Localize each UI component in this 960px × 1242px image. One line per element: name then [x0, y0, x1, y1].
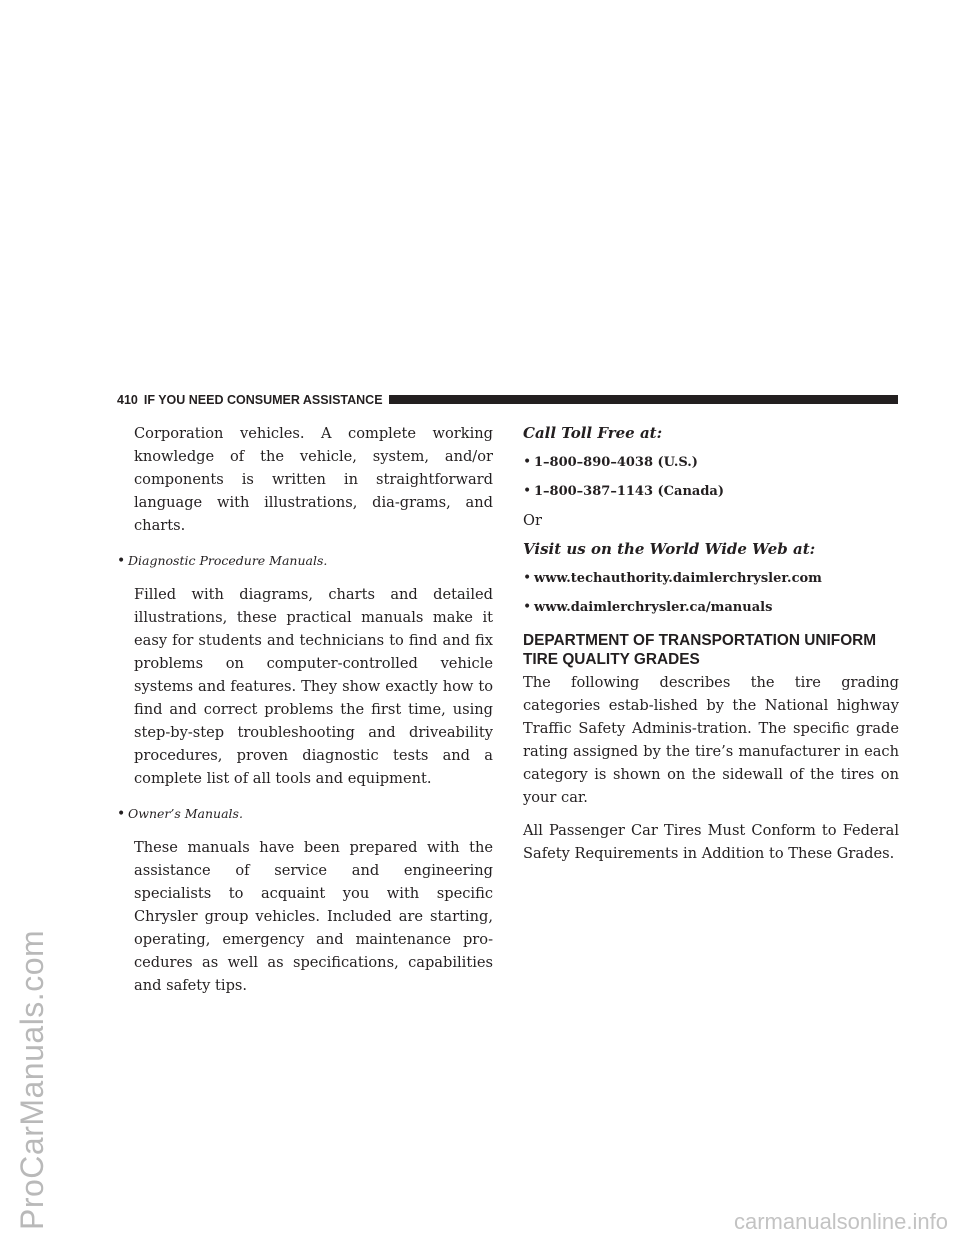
- bullet-icon: •: [523, 483, 532, 499]
- section-heading-line1: DEPARTMENT OF TRANSPORTATION UNIFORM: [523, 632, 877, 649]
- bullet-icon: •: [523, 599, 532, 615]
- safety-requirements-paragraph: All Passenger Car Tires Must Conform to Federal Safety Requirements in Addition to These Grades.: [523, 822, 899, 862]
- right-column: [523, 422, 899, 865]
- url-techauthority: [523, 567, 899, 590]
- footer-watermark: carmanualsonline.info: [733, 1209, 948, 1234]
- section-title: IF YOU NEED CONSUMER ASSISTANCE: [143, 392, 383, 407]
- phone-us-text: 1–800–890–4038 (U.S.): [534, 455, 698, 470]
- item-text-owners: These manuals have been prepared with the assistance of service and engineering specialists to acquaint you with specific Chrysler group vehicles. Included are starting, operating, emergency and maintenance pro-cedures as well as specifications, capabilities and safety tips.: [134, 839, 493, 994]
- web-heading: Visit us on the World Wide Web at:: [523, 540, 816, 558]
- item-text-diagnostic: Filled with diagrams, charts and detailed illustrations, these practical manuals make it easy for students and technicians to find and fix problems on computer-controlled vehicle systems and features. They show exactly how to find and correct problems the first time, using step-by-step troubleshooting and driveability procedures, proven diagnostic tests and a complete list of all tools and equipment.: [134, 586, 493, 787]
- url-techauthority-text: www.techauthority.daimlerchrysler.com: [534, 571, 822, 586]
- phone-canada: [523, 480, 899, 503]
- url-manuals-text: www.daimlerchrysler.ca/manuals: [534, 600, 773, 615]
- call-heading: Call Toll Free at:: [523, 424, 663, 442]
- item-title-owners: Owner’s Manuals.: [128, 806, 243, 821]
- section-heading-line2: TIRE QUALITY GRADES: [523, 651, 700, 668]
- url-manuals: [523, 596, 899, 619]
- list-item-owners: [117, 802, 493, 826]
- bullet-icon: •: [523, 454, 532, 470]
- or-text: Or: [523, 512, 542, 529]
- side-watermark: ProCarManuals.com: [14, 929, 50, 1230]
- bullet-icon: •: [117, 553, 126, 569]
- tire-grading-paragraph: The following describes the tire grading categories estab-lished by the National highway Traffic Safety Adminis-tration. The specific grade rating assigned by the tire’s manufacturer in each category is shown on the sidewall of the tires on your car.: [523, 674, 899, 806]
- left-column: [117, 422, 493, 997]
- header-rule: [389, 395, 898, 404]
- section-heading: [523, 631, 899, 669]
- page-number: 410: [117, 392, 138, 407]
- phone-canada-text: 1–800–387–1143 (Canada): [534, 484, 724, 499]
- list-item-diagnostic: [117, 549, 493, 573]
- intro-paragraph: Corporation vehicles. A complete working knowledge of the vehicle, system, and/or components is written in straightforward language with illustrations, dia-grams, and charts.: [134, 425, 493, 534]
- page-header: [117, 392, 898, 407]
- phone-us: [523, 451, 899, 474]
- bullet-icon: •: [523, 570, 532, 586]
- bullet-icon: •: [117, 806, 126, 822]
- item-title-diagnostic: Diagnostic Procedure Manuals.: [128, 553, 328, 568]
